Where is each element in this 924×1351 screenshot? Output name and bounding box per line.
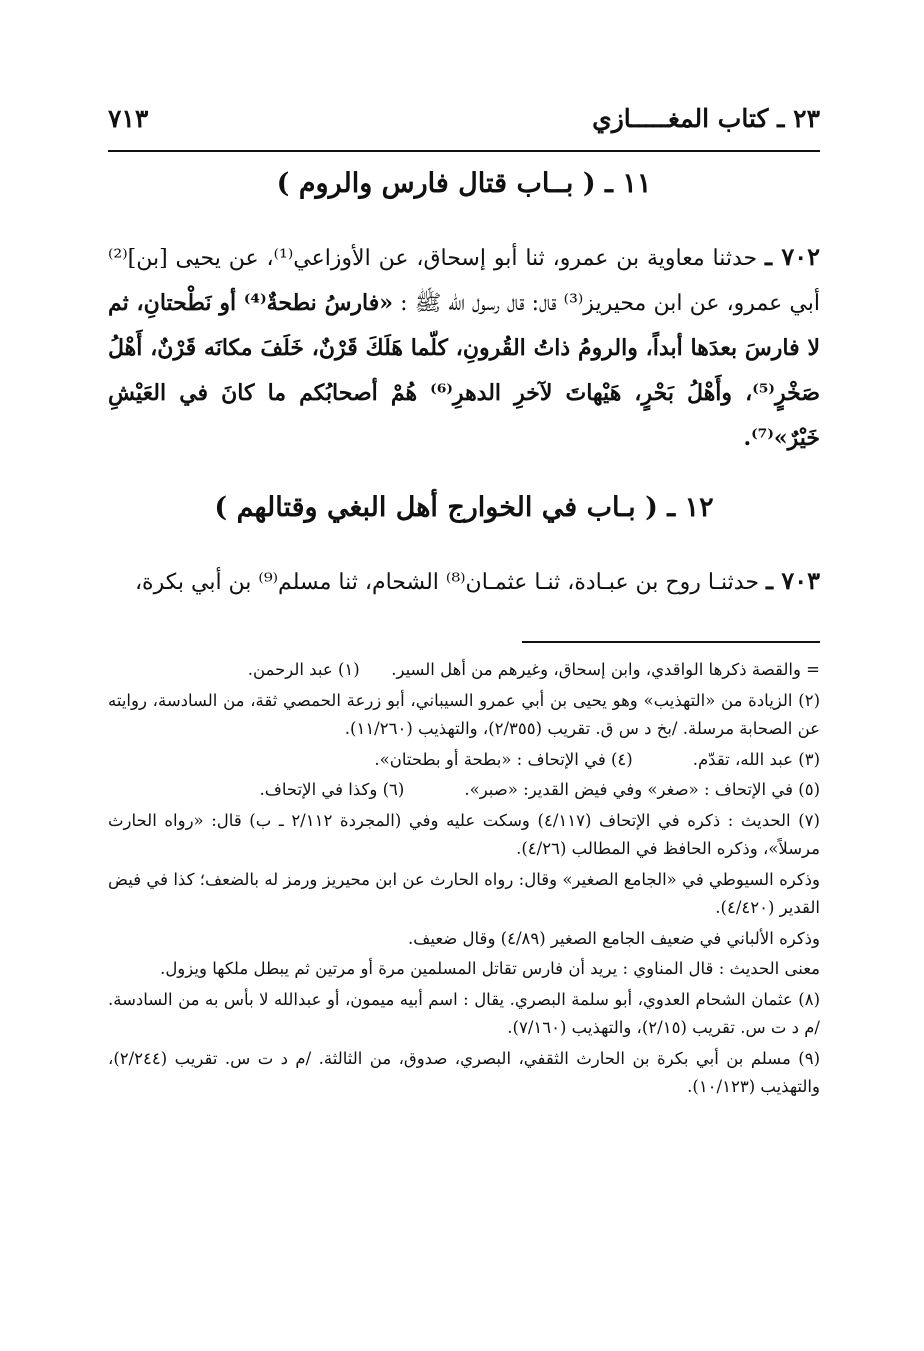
chapter-title-12: ١٢ ـ ( بـاب في الخوارج أهل البغي وقتالهم ) (214, 492, 714, 523)
footnote-7: (٧) الحديث : ذكره في الإتحاف (٤/١١٧) وسكت عليه وفي (المجردة ٢/١١٢ ـ ب) قال: «رواه الحارث مرسلاً»، وذكره الحافظ في المطالب (٤/٢٦). (108, 810, 820, 858)
footnote-line (108, 746, 820, 775)
footnotes (108, 656, 820, 1104)
footnote-2: (٢) الزيادة من «التهذيب» وهو يحيى بن أبي عمرو السيباني، أبو زرعة الحمصي ثقة، من السادسة، روايته عن الصحابة مرسلة. /بخ د س ق. تقريب (٢/٣٥٥)، والتهذيب (١١/٢٦٠). (108, 690, 820, 738)
footnote-6: (٦) وكذا في الإتحاف. (259, 780, 405, 799)
footnote-7-cont: وذكره الألباني في ضعيف الجامع الصغير (٤/٨٩) وقال ضعيف. (408, 928, 820, 948)
footnote-line (108, 656, 820, 685)
running-title: ٢٣ ـ كتاب المغـــــازي (592, 103, 820, 133)
footnote-8: (٨) عثمان الشحام العدوي، أبو سلمة البصري. يقال : اسم أبيه ميمون، أو عبدالله لا بأس به من السادسة. /م د ت س. تقريب (٢/١٥)، والتهذيب (٧/١٦٠). (108, 989, 820, 1037)
footnote-separator (522, 641, 820, 643)
footnote-4: (٤) في الإتحاف : «بطحة أو بطحتان». (374, 749, 633, 769)
page-number: ٧١٣ (108, 103, 149, 133)
footnote-3: (٣) عبد الله، تقدّم. (692, 749, 820, 769)
footnote-1: (١) عبد الرحمن. (247, 660, 360, 679)
page-header (108, 96, 820, 140)
hadith-matn: «فارسُ نطحةٌ⁽⁴⁾ أو نَطْحتانِ، ثم لا فارسَ بعدَها أبداً، والرومُ ذاتُ القُرونِ، كلّما هَلَكَ قَرْنٌ، خَلَفَ مكانَه قَرْنٌ، أَهْلُ صَخْرٍ⁽⁵⁾، وأَهْلُ بَحْرٍ، هَيْهاتَ لآخرِ الدهرِ⁽⁶⁾ هُمْ أصحابُكم ما كانَ في العَيْشِ خَيْرٌ»⁽⁷⁾. (108, 290, 820, 451)
chapter-title-11: ١١ ـ ( بــاب قتال فارس والروم ) (276, 168, 652, 199)
footnote-7-cont: وذكره السيوطي في «الجامع الصغير» وقال: رواه الحارث عن ابن محيريز ورمز له بالضعف؛ كذا في فيض القدير (٤/٤٢٠). (108, 869, 820, 917)
footnote-9: (٩) مسلم بن أبي بكرة بن الحارث الثقفي، البصري، صدوق، من الثالثة. /م د ت س. تقريب (٢/٢٤٤)، والتهذيب (١٠/١٢٣). (108, 1048, 820, 1096)
footnote-continuation: = والقصة ذكرها الواقدي، وابن إسحاق، وغيرهم من أهل السير. (391, 660, 820, 679)
hadith-number: ٧٠٣ ـ (765, 566, 820, 595)
hadith-702 (108, 234, 820, 461)
header-rule (108, 150, 820, 152)
footnote-7-cont: معنى الحديث : قال المناوي : يريد أن فارس تقاتل المسلمين مرة أو مرتين ثم يبطل ملكها ويزول. (160, 959, 820, 978)
footnote-5: (٥) في الإتحاف : «صغر» وفي فيض القدير: «صبر». (464, 780, 820, 799)
hadith-isnad: حدثنـا روح بن عبـادة، ثنـا عثمـان⁽⁸⁾ الشحام، ثنا مسلم⁽⁹⁾ بن أبي بكرة، (134, 570, 759, 595)
hadith-number: ٧٠٢ ـ (765, 242, 820, 271)
footnote-line (108, 776, 820, 805)
hadith-isnad: حدثنا معاوية بن عمرو، ثنا أبو إسحاق، عن الأوزاعي⁽¹⁾، عن يحيى [بن]⁽²⁾ أبي عمرو، عن ابن محيريز⁽³⁾ قال: قال رسول الله ﷺ : (108, 246, 820, 316)
hadith-703 (108, 558, 820, 605)
